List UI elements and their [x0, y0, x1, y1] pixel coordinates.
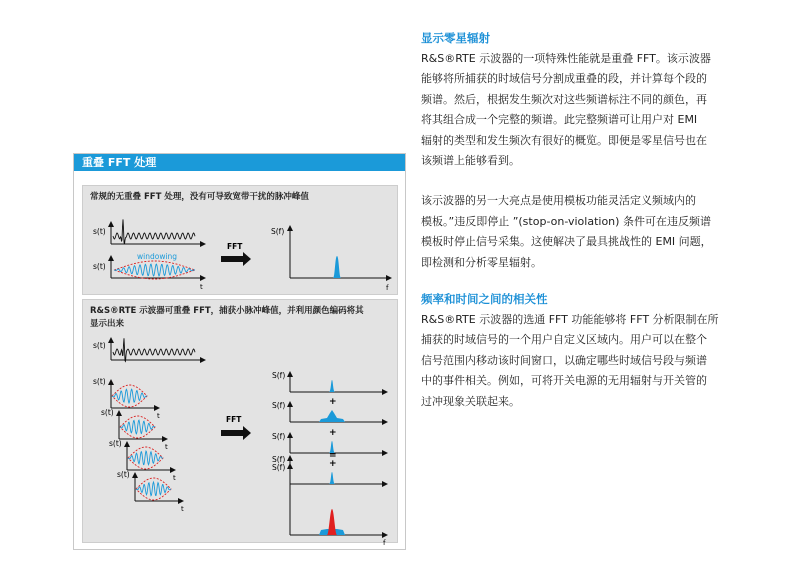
st-label-windowed: s(t) [93, 262, 106, 271]
fft-label-2: FFT [226, 415, 242, 424]
paragraph-correlation: R&S®RTE 示波器的选通 FFT 功能能够将 FFT 分析限制在所 捕获的时域信号的一个用户自定义区域内。用户可以在整个 信号范围内移动该时间窗口，以确定哪些时域信号段与频谱 中的事件相关。例如，可将开关电源的无用辐射与开关管的 过冲现象关联起来。 [421, 313, 719, 408]
sf-label: S(f) [272, 401, 286, 410]
panel-overlapping [82, 299, 398, 547]
fft-arrow-icon [221, 252, 251, 266]
window-envelope [114, 261, 195, 279]
spectrum-peak [333, 256, 341, 278]
t-axis-label: t [200, 283, 203, 291]
infobox-title: 重叠 FFT 处理 [74, 154, 405, 171]
spectrum-segment [272, 459, 387, 484]
time-signal-trace [113, 219, 195, 244]
paragraph-sporadic: R&S®RTE 示波器的一项特殊性能就是重叠 FFT。该示波器 能够将所捕获的时域信号分割成重叠的段，并计算每个段的 频谱。然后，根据发生频次对这些频谱标注不同的颜色，再 将其组合成一个完整的频谱。此完整频谱可让用户对 EMI 辐射的类型和发生频次有很好的概览。即便是零星信号也在 该频谱上能够看到。 [421, 52, 711, 168]
article-column [421, 30, 756, 412]
panel1-diagram [83, 186, 399, 296]
st-label-full: s(t) [93, 341, 106, 350]
f-axis-label: f [386, 284, 389, 292]
t-axis-label: t [173, 474, 176, 482]
sf-label: S(f) [272, 432, 286, 441]
st-label: s(t) [93, 227, 106, 236]
plus-sign: + [329, 397, 337, 407]
t-axis-label: t [181, 505, 184, 513]
t-axis-label: t [165, 443, 168, 451]
equals-sign: = [329, 451, 337, 461]
st-label-segment: s(t) [109, 439, 122, 448]
st-label-segment: s(t) [93, 377, 106, 386]
sf-label: S(f) [271, 227, 285, 236]
plus-sign: + [329, 459, 337, 469]
fft-label: FFT [227, 242, 243, 251]
section-heading-correlation: 频率和时间之间的相关性 [421, 292, 548, 307]
spectrum-segment [272, 428, 387, 453]
paragraph-mask: 该示波器的另一大亮点是使用模板功能灵活定义频域内的 模板。”违反即停止 ”(stop-on-violation) 条件可在违反频谱 模板时停止信号采集。这使解决了最具挑战性的 EMI 问题， 即检测和分析零星辐射。 [421, 194, 712, 269]
section-heading-sporadic: 显示零星辐射 [421, 31, 490, 45]
st-label-segment: s(t) [117, 470, 130, 479]
windowing-label: windowing [137, 252, 178, 261]
sf-label: S(f) [272, 463, 286, 472]
time-signal-trace [113, 338, 195, 361]
plus-sign: + [329, 428, 337, 438]
t-axis-label: t [157, 412, 160, 420]
fft-arrow-icon [221, 426, 251, 440]
f-axis-label: f [383, 539, 386, 547]
panel2-diagram [83, 300, 399, 547]
sf-label: S(f) [272, 455, 286, 464]
spectrum-segment [272, 371, 387, 392]
fft-infobox [73, 153, 406, 550]
panel-non-overlapping [82, 185, 398, 295]
st-label-segment: s(t) [101, 408, 114, 417]
panel1-caption: 常规的无重叠 FFT 处理，没有可导致宽带干扰的脉冲峰值 [90, 192, 309, 202]
spectrum-segment [272, 397, 387, 422]
sf-label: S(f) [272, 371, 286, 380]
panel2-caption: R&S®RTE 示波器可重叠 FFT，捕获小脉冲峰值，并利用颜色编码将其 显示出来 [90, 306, 364, 329]
